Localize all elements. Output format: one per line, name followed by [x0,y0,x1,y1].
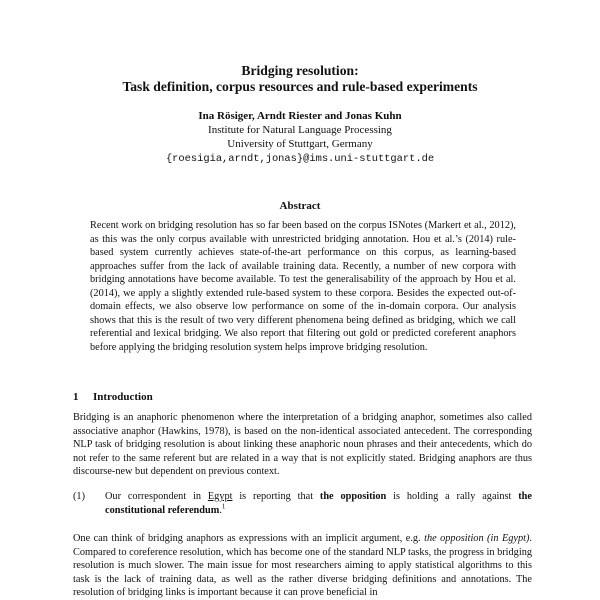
example-anaphor-opposition: the opposition [319,491,387,502]
university-name: University of Stuttgart, Germany [227,138,373,150]
abstract-heading: Abstract [279,200,321,212]
intro-text: Bridging is an anaphoric phenomenon where the interpretation of a bridging anaphor, sometimes also called associative anaphor (Hawkins, 1978), is based on the non-identical associated antecedent. The corresponding NLP task of bridging resolution is about linking these anaphoric noun phrases and their antecedents, which do not refer to the same referent but are related in a way that is not explicitly stated. Bridging anaphors are thus discourse-new but dependent on previous context. [73,412,532,477]
example-anaphor-referendum: the constitutional referendum [105,491,532,516]
abstract-body [90,219,516,354]
section-number: 1 [73,391,79,403]
paper-title-line-2: Task definition, corpus resources and rule-based experiments [122,79,478,94]
second-paragraph-text [73,532,532,600]
example-text-part: Our correspondent in [105,491,208,502]
footnote-marker[interactable]: 1 [221,502,226,511]
intro-paragraph [73,411,532,479]
section-heading-introduction [73,391,153,403]
institute-name: Institute for Natural Language Processing [208,124,392,136]
example-text-part: is reporting that [232,491,320,502]
para-text-part: . Compared to coreference resolution, which has become one of the standard NLP tasks, the progress in bridging resolution is much slower. The main issue for most researchers aiming to apply statistical algorithms to this task is the lack of training data, as well as the rather diverse bridging definitions and annotations. The resolution of bridging links is important because it can prove beneficial in [73,533,532,598]
paper-title-line-1: Bridging resolution: [241,63,359,78]
author-emails: {roesigia,arndt,jonas}@ims.uni-stuttgart.de [165,153,435,165]
example-text [105,490,532,517]
example-antecedent: Egypt [207,491,233,502]
example-1 [73,490,532,517]
example-text-part: is holding a rally against [386,491,519,502]
para-italic-example: the opposition (in Egypt) [424,533,530,544]
para-text-part: One can think of bridging anaphors as expressions with an implicit argument, e.g. [73,533,425,544]
second-paragraph [73,532,532,600]
section-title: Introduction [93,391,153,403]
author-list: Ina Rösiger, Arndt Riester and Jonas Kuhn [198,110,402,122]
abstract-text: Recent work on bridging resolution has so far been based on the corpus ISNotes (Markert et al., 2012), as this was the only corpus available with unrestricted bridging annotation. Hou et al.’s (2014) rule-based system currently achieves state-of-the-art performance on this corpus, as learning-based approaches suffer from the lack of available training data. Recently, a number of new corpora with bridging annotations have become available. To test the generalisability of the approach by Hou et al. (2014), we apply a slightly extended rule-based system to these corpora. Besides the expected out-of-domain effects, we also observe low performance on some of the in-domain corpora. Our analysis shows that this is the result of two very different phenomena being defined as bridging, which we call referential and lexical bridging. We also report that filtering out gold or predicted coreferent anaphors before applying the bridging resolution system helps improve bridging resolution. [90,220,516,353]
example-number: (1) [73,491,86,502]
example-text-part: . [219,504,222,516]
